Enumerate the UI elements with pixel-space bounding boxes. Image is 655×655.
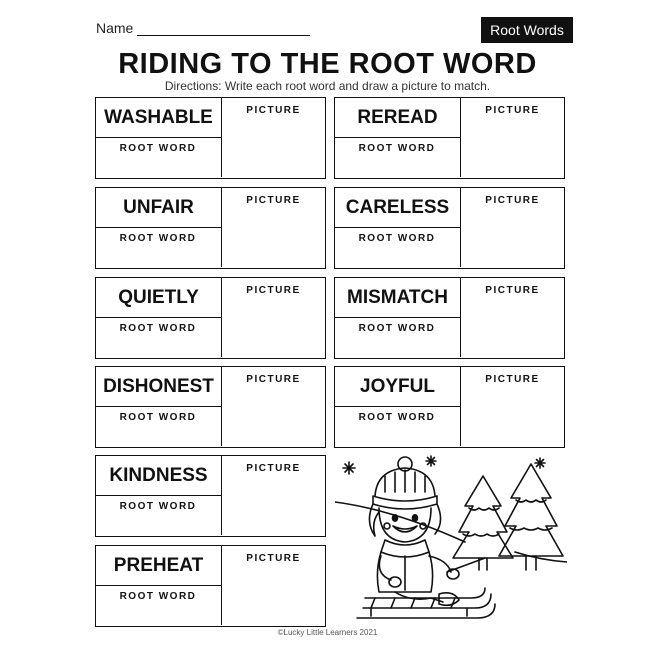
snowflake-icon bbox=[426, 456, 436, 466]
picture-label: PICTURE bbox=[485, 285, 540, 296]
root-word-label: ROOT WORD bbox=[119, 591, 197, 602]
root-word-area[interactable] bbox=[96, 318, 222, 357]
word-card-kindness bbox=[95, 455, 326, 537]
word-card-mismatch bbox=[334, 277, 565, 359]
card-word: MISMATCH bbox=[335, 278, 461, 318]
root-word-area[interactable] bbox=[335, 318, 461, 357]
card-word: DISHONEST bbox=[96, 367, 222, 407]
word-card-unfair bbox=[95, 187, 326, 269]
card-word: QUIETLY bbox=[96, 278, 222, 318]
topic-tag: Root Words bbox=[481, 17, 573, 43]
root-word-label: ROOT WORD bbox=[358, 233, 436, 244]
picture-label: PICTURE bbox=[246, 553, 301, 564]
root-word-label: ROOT WORD bbox=[119, 501, 197, 512]
word-card-dishonest bbox=[95, 366, 326, 448]
root-word-label: ROOT WORD bbox=[119, 233, 197, 244]
root-word-area[interactable] bbox=[96, 496, 222, 535]
word-card-preheat bbox=[95, 545, 326, 627]
root-word-label: ROOT WORD bbox=[119, 323, 197, 334]
name-line[interactable] bbox=[137, 23, 310, 36]
picture-label: PICTURE bbox=[246, 374, 301, 385]
root-word-area[interactable] bbox=[335, 138, 461, 177]
card-word: KINDNESS bbox=[96, 456, 222, 496]
word-card-careless bbox=[334, 187, 565, 269]
name-field[interactable] bbox=[96, 20, 310, 36]
root-word-area[interactable] bbox=[335, 228, 461, 267]
card-word: WASHABLE bbox=[96, 98, 222, 138]
picture-label: PICTURE bbox=[246, 285, 301, 296]
picture-label: PICTURE bbox=[485, 195, 540, 206]
picture-label: PICTURE bbox=[485, 105, 540, 116]
snowflake-icon bbox=[535, 458, 545, 468]
picture-label: PICTURE bbox=[246, 105, 301, 116]
root-word-area[interactable] bbox=[96, 228, 222, 267]
picture-label: PICTURE bbox=[246, 463, 301, 474]
child-on-sled-illustration bbox=[335, 452, 567, 637]
card-word: REREAD bbox=[335, 98, 461, 138]
root-word-area[interactable] bbox=[335, 407, 461, 446]
word-card-reread bbox=[334, 97, 565, 179]
word-card-quietly bbox=[95, 277, 326, 359]
card-word: JOYFUL bbox=[335, 367, 461, 407]
card-word: CARELESS bbox=[335, 188, 461, 228]
root-word-label: ROOT WORD bbox=[119, 412, 197, 423]
root-word-area[interactable] bbox=[96, 138, 222, 177]
root-word-label: ROOT WORD bbox=[358, 412, 436, 423]
card-word: UNFAIR bbox=[96, 188, 222, 228]
word-card-joyful bbox=[334, 366, 565, 448]
root-word-label: ROOT WORD bbox=[119, 143, 197, 154]
root-word-area[interactable] bbox=[96, 407, 222, 446]
picture-label: PICTURE bbox=[246, 195, 301, 206]
snowy-tree-icon bbox=[499, 464, 563, 570]
name-label: Name bbox=[96, 20, 134, 36]
snowflake-icon bbox=[343, 462, 355, 474]
root-word-label: ROOT WORD bbox=[358, 323, 436, 334]
card-word: PREHEAT bbox=[96, 546, 222, 586]
copyright-text: ©Lucky Little Learners 2021 bbox=[277, 628, 378, 637]
word-card-washable bbox=[95, 97, 326, 179]
page-title: RIDING TO THE ROOT WORD bbox=[118, 48, 537, 80]
root-word-area[interactable] bbox=[96, 586, 222, 625]
root-word-label: ROOT WORD bbox=[358, 143, 436, 154]
picture-label: PICTURE bbox=[485, 374, 540, 385]
directions-text: Directions: Write each root word and draw a picture to match. bbox=[164, 79, 491, 93]
